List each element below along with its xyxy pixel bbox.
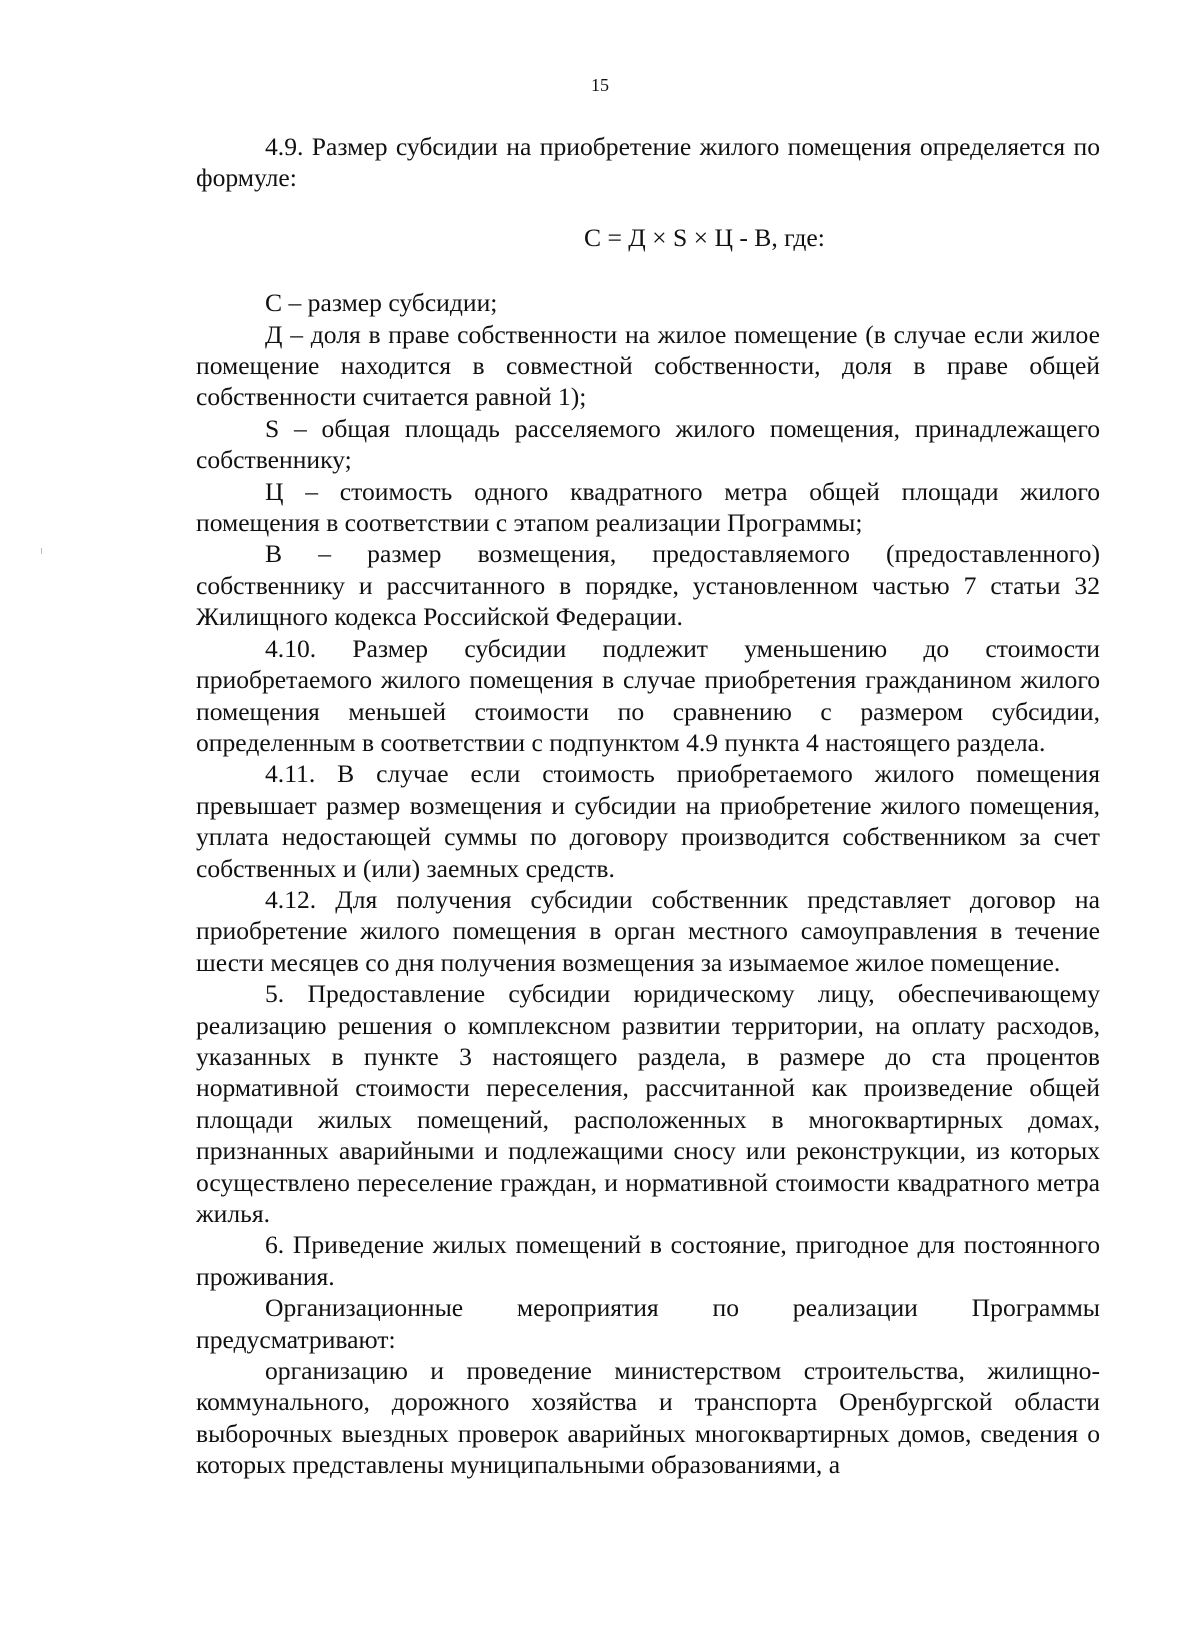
definition-c: С – размер субсидии; bbox=[265, 288, 498, 318]
page-number: 15 bbox=[591, 75, 609, 95]
scan-mark bbox=[41, 548, 42, 554]
paragraph-4-12: 4.12. Для получения субсидии собственник представляет договор на приобретение жилого помещения в орган местного самоуправления в течение шести месяцев со дня получения возмещения за изымаемое жилое помещение. bbox=[196, 884, 1100, 977]
paragraph-4-10: 4.10. Размер субсидии подлежит уменьшению до стоимости приобретаемого жилого помещения в случае приобретения гражданином жилого помещения меньшей стоимости по сравнению с размером субсидии, определенным в соответствии с подпунктом 4.9 пункта 4 настоящего раздела. bbox=[196, 633, 1100, 757]
paragraph-inspections: организацию и проведение министерством строительства, жилищно-коммунального, дорожного хозяйства и транспорта Оренбургской области выборочных выездных проверок аварийных многоквартирных домов, сведения о которых представлены муниципальными образованиями, а bbox=[196, 1356, 1100, 1480]
definition-s: S – общая площадь расселяемого жилого помещения, принадлежащего собственнику; bbox=[196, 413, 1100, 475]
paragraph-6: 6. Приведение жилых помещений в состояние, пригодное для постоянного проживания. bbox=[196, 1230, 1100, 1291]
paragraph-4-11: 4.11. В случае если стоимость приобретаемого жилого помещения превышает размер возмещения и субсидии на приобретение жилого помещения, уплата недостающей суммы по договору производится собственником за счет собственных и (или) заемных средств. bbox=[196, 759, 1100, 883]
paragraph-4-9: 4.9. Размер субсидии на приобретение жилого помещения определяется по формуле: bbox=[196, 132, 1100, 193]
document-body bbox=[196, 131, 1100, 1481]
subsidy-formula: С = Д × S × Ц - В, где: bbox=[584, 222, 825, 252]
definition-d: Д – доля в праве собственности на жилое помещение (в случае если жилое помещение находится в совместной собственности, доля в праве общей собственности считается равной 1); bbox=[196, 319, 1100, 412]
paragraph-organizational-measures: Организационные мероприятия по реализации Программы предусматривают: bbox=[196, 1293, 1100, 1354]
definition-v: В – размер возмещения, предоставляемого (предоставленного) собственнику и рассчитанного в порядке, установленном частью 7 статьи 32 Жилищного кодекса Российской Федерации. bbox=[196, 539, 1100, 632]
definition-ts: Ц – стоимость одного квадратного метра общей площади жилого помещения в соответствии с этапом реализации Программы; bbox=[196, 476, 1100, 538]
paragraph-5: 5. Предоставление субсидии юридическому лицу, обеспечивающему реализацию решения о комплексном развитии территории, на оплату расходов, указанных в пункте 3 настоящего раздела, в размере до ста процентов нормативной стоимости переселения, рассчитанной как произведение общей площади жилых помещений, расположенных в многоквартирных домах, признанных аварийными и подлежащими сносу или реконструкции, из которых осуществлено переселение граждан, и нормативной стоимости квадратного метра жилья. bbox=[196, 979, 1100, 1228]
